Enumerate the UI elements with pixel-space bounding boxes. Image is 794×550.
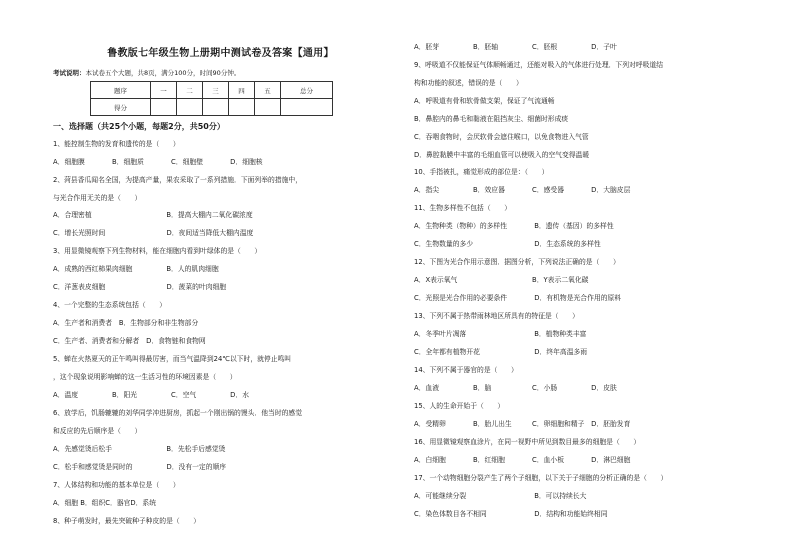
option-line: C．生产者、消费者和分解者 D．食物链和食物网	[53, 337, 206, 345]
score-cell	[151, 99, 177, 116]
option-line: C．洋葱表皮细胞 D．菠菜的叶肉细胞	[53, 283, 227, 291]
question-line: 1、能控制生物的发育和遗传的是（ ）	[53, 140, 180, 148]
score-cell	[177, 99, 203, 116]
score-cell	[281, 99, 333, 116]
question-line: 16、用显微镜观察血涂片，在同一视野中所见到数目最多的细胞是（ ）	[414, 438, 641, 446]
score-cell	[229, 99, 255, 116]
option-line: C．生物数量的多少 D．生态系统的多样性	[414, 240, 601, 248]
option-line: C．松手和感觉烫是同时的 D．没有一定的顺序	[53, 463, 227, 471]
question-line: 4、一个完整的生态系统包括（ ）	[53, 301, 167, 309]
score-cell: 总分	[281, 82, 333, 99]
score-cell: 三	[203, 82, 229, 99]
score-cell: 得分	[91, 99, 151, 116]
question-line: 和反应的先后顺序是（ ）	[53, 427, 142, 435]
option-line: C．全年都有植物开花 D．终年高温多雨	[414, 348, 588, 356]
option-line: A．受精卵 B．胎儿出生 C．卵细胞和精子 D．胚胎发育	[414, 420, 631, 428]
question-line: 7、人体结构和功能的基本单位是（ ）	[53, 481, 180, 489]
option-line: C．光照是光合作用的必要条件 D．有机物是光合作用的原料	[414, 294, 622, 302]
option-line: A．细胞膜 B．细胞质 C．细胞壁 D．细胞核	[53, 158, 263, 166]
option-line: C．增长光照时间 D．夜间适当降低大棚内温度	[53, 229, 254, 237]
option-line: A．生物种类（物种）的多样性 B．遗传（基因）的多样性	[414, 222, 614, 230]
option-line: C．吞咽食物时，会厌软骨会遮住喉口，以免食物进入气管	[414, 133, 589, 141]
score-table	[90, 81, 333, 116]
question-line: ，这个现象说明影响蝉的这一生活习性的环境因素是（ ）	[53, 373, 237, 381]
question-line: 2、菏县香瓜闻名全国，为提高产量，果农采取了一系列措施．下面列举的措施中，	[53, 176, 303, 184]
option-line: A．合理密植 B．提高大棚内二氧化碳浓度	[53, 211, 253, 219]
question-line: 8、种子萌发时，最先突破种子种皮的是（ ）	[53, 517, 201, 525]
exam-note	[53, 68, 240, 77]
exam-note-label: 考试说明：	[53, 69, 86, 77]
section-title: 一、选择题（共25个小题，每题2分，共50分）	[53, 122, 225, 131]
score-cell: 五	[255, 82, 281, 99]
option-line: A．X表示氧气 B．Y表示二氧化碳	[414, 276, 589, 284]
option-line: A．先感觉烫后松手 B．先松手后感觉烫	[53, 445, 226, 453]
option-line: A．生产者和消费者 B．生物部分和非生物部分	[53, 319, 199, 327]
exam-note-text: 本试卷五个大题，共8页，满分100分，时间90分钟。	[85, 69, 241, 77]
option-line: A．可能继续分裂 B．可以持续长大	[414, 492, 587, 500]
option-line: C．染色体数目各不相同 D．结构和功能始终相同	[414, 510, 608, 518]
score-cell: 一	[151, 82, 177, 99]
score-cell: 题序	[91, 82, 151, 99]
question-line: 13、下列不属于热带雨林地区所具有的特征是（ ）	[414, 312, 579, 320]
question-line: 11、生物多样性不包括（ ）	[414, 204, 512, 212]
question-line: 12、下图为光合作用示意图．据图分析，下列说法正确的是（ ）	[414, 258, 620, 266]
question-line: 10、手指被扎，痛觉形成的部位是：（ ）	[414, 168, 549, 176]
score-cell	[255, 99, 281, 116]
option-line: A．呼吸道有骨和软骨做支架，保证了气流通畅	[414, 97, 555, 105]
option-line: A．冬季叶片凋落 B．植物种类丰富	[414, 330, 587, 338]
option-line: A．血液 B．脑 C．小肠 D．皮肤	[414, 384, 617, 392]
question-line: 与光合作用无关的是（ ）	[53, 194, 142, 202]
question-line: 6、放学后，饥肠辘辘的刘华同学冲进厨房，抓起一个刚出锅的馒头．他当时的感觉	[53, 409, 303, 417]
score-table-score-row	[91, 99, 333, 116]
option-line: B．鼻腔内的鼻毛和黏液在阻挡灰尘、细菌时形成痰	[414, 115, 569, 123]
page-title: 鲁教版七年级生物上册期中测试卷及答案【通用】	[107, 48, 334, 59]
option-line: A．细胞 B．组织C．器官D．系统	[53, 499, 157, 507]
question-line: 17、一个动物细胞分裂产生了两个子细胞，以下关于子细胞的分析正确的是（ ）	[414, 474, 668, 482]
option-line: A．指尖 B．效应器 C．感受器 D．大脑皮层	[414, 186, 631, 194]
score-table-header-row	[91, 82, 333, 99]
option-line: A．温度 B．阳光 C．空气 D．水	[53, 391, 250, 399]
question-line: 5、蝉在火热夏天的正午鸣叫得最厉害，而当气温降到24℃以下时，就停止鸣叫	[53, 355, 292, 363]
option-line: A．白细胞 B．红细胞 C．血小板 D．淋巴细胞	[414, 456, 631, 464]
option-line: A．成熟的西红柿果肉细胞 B．人的肌肉细胞	[53, 265, 219, 273]
score-cell	[203, 99, 229, 116]
option-line: A．胚芽 B．胚轴 C．胚根 D．子叶	[414, 43, 617, 51]
question-line: 9、呼吸道不仅能保证气体顺畅通过，还能对吸入的气体进行处理．下列对呼吸道结	[414, 61, 664, 69]
question-line: 14、下列不属于器官的是（ ）	[414, 366, 518, 374]
question-line: 15、人的生命开始于（ ）	[414, 402, 505, 410]
question-line: 3、用显微镜观察下列生物材料，能在细胞内看到叶绿体的是（ ）	[53, 247, 262, 255]
question-line: 构和功能的叙述，错误的是（ ）	[414, 79, 523, 87]
score-cell: 二	[177, 82, 203, 99]
option-line: D．鼻腔黏膜中丰富的毛细血管可以使吸入的空气变得温暖	[414, 151, 590, 159]
score-cell: 四	[229, 82, 255, 99]
